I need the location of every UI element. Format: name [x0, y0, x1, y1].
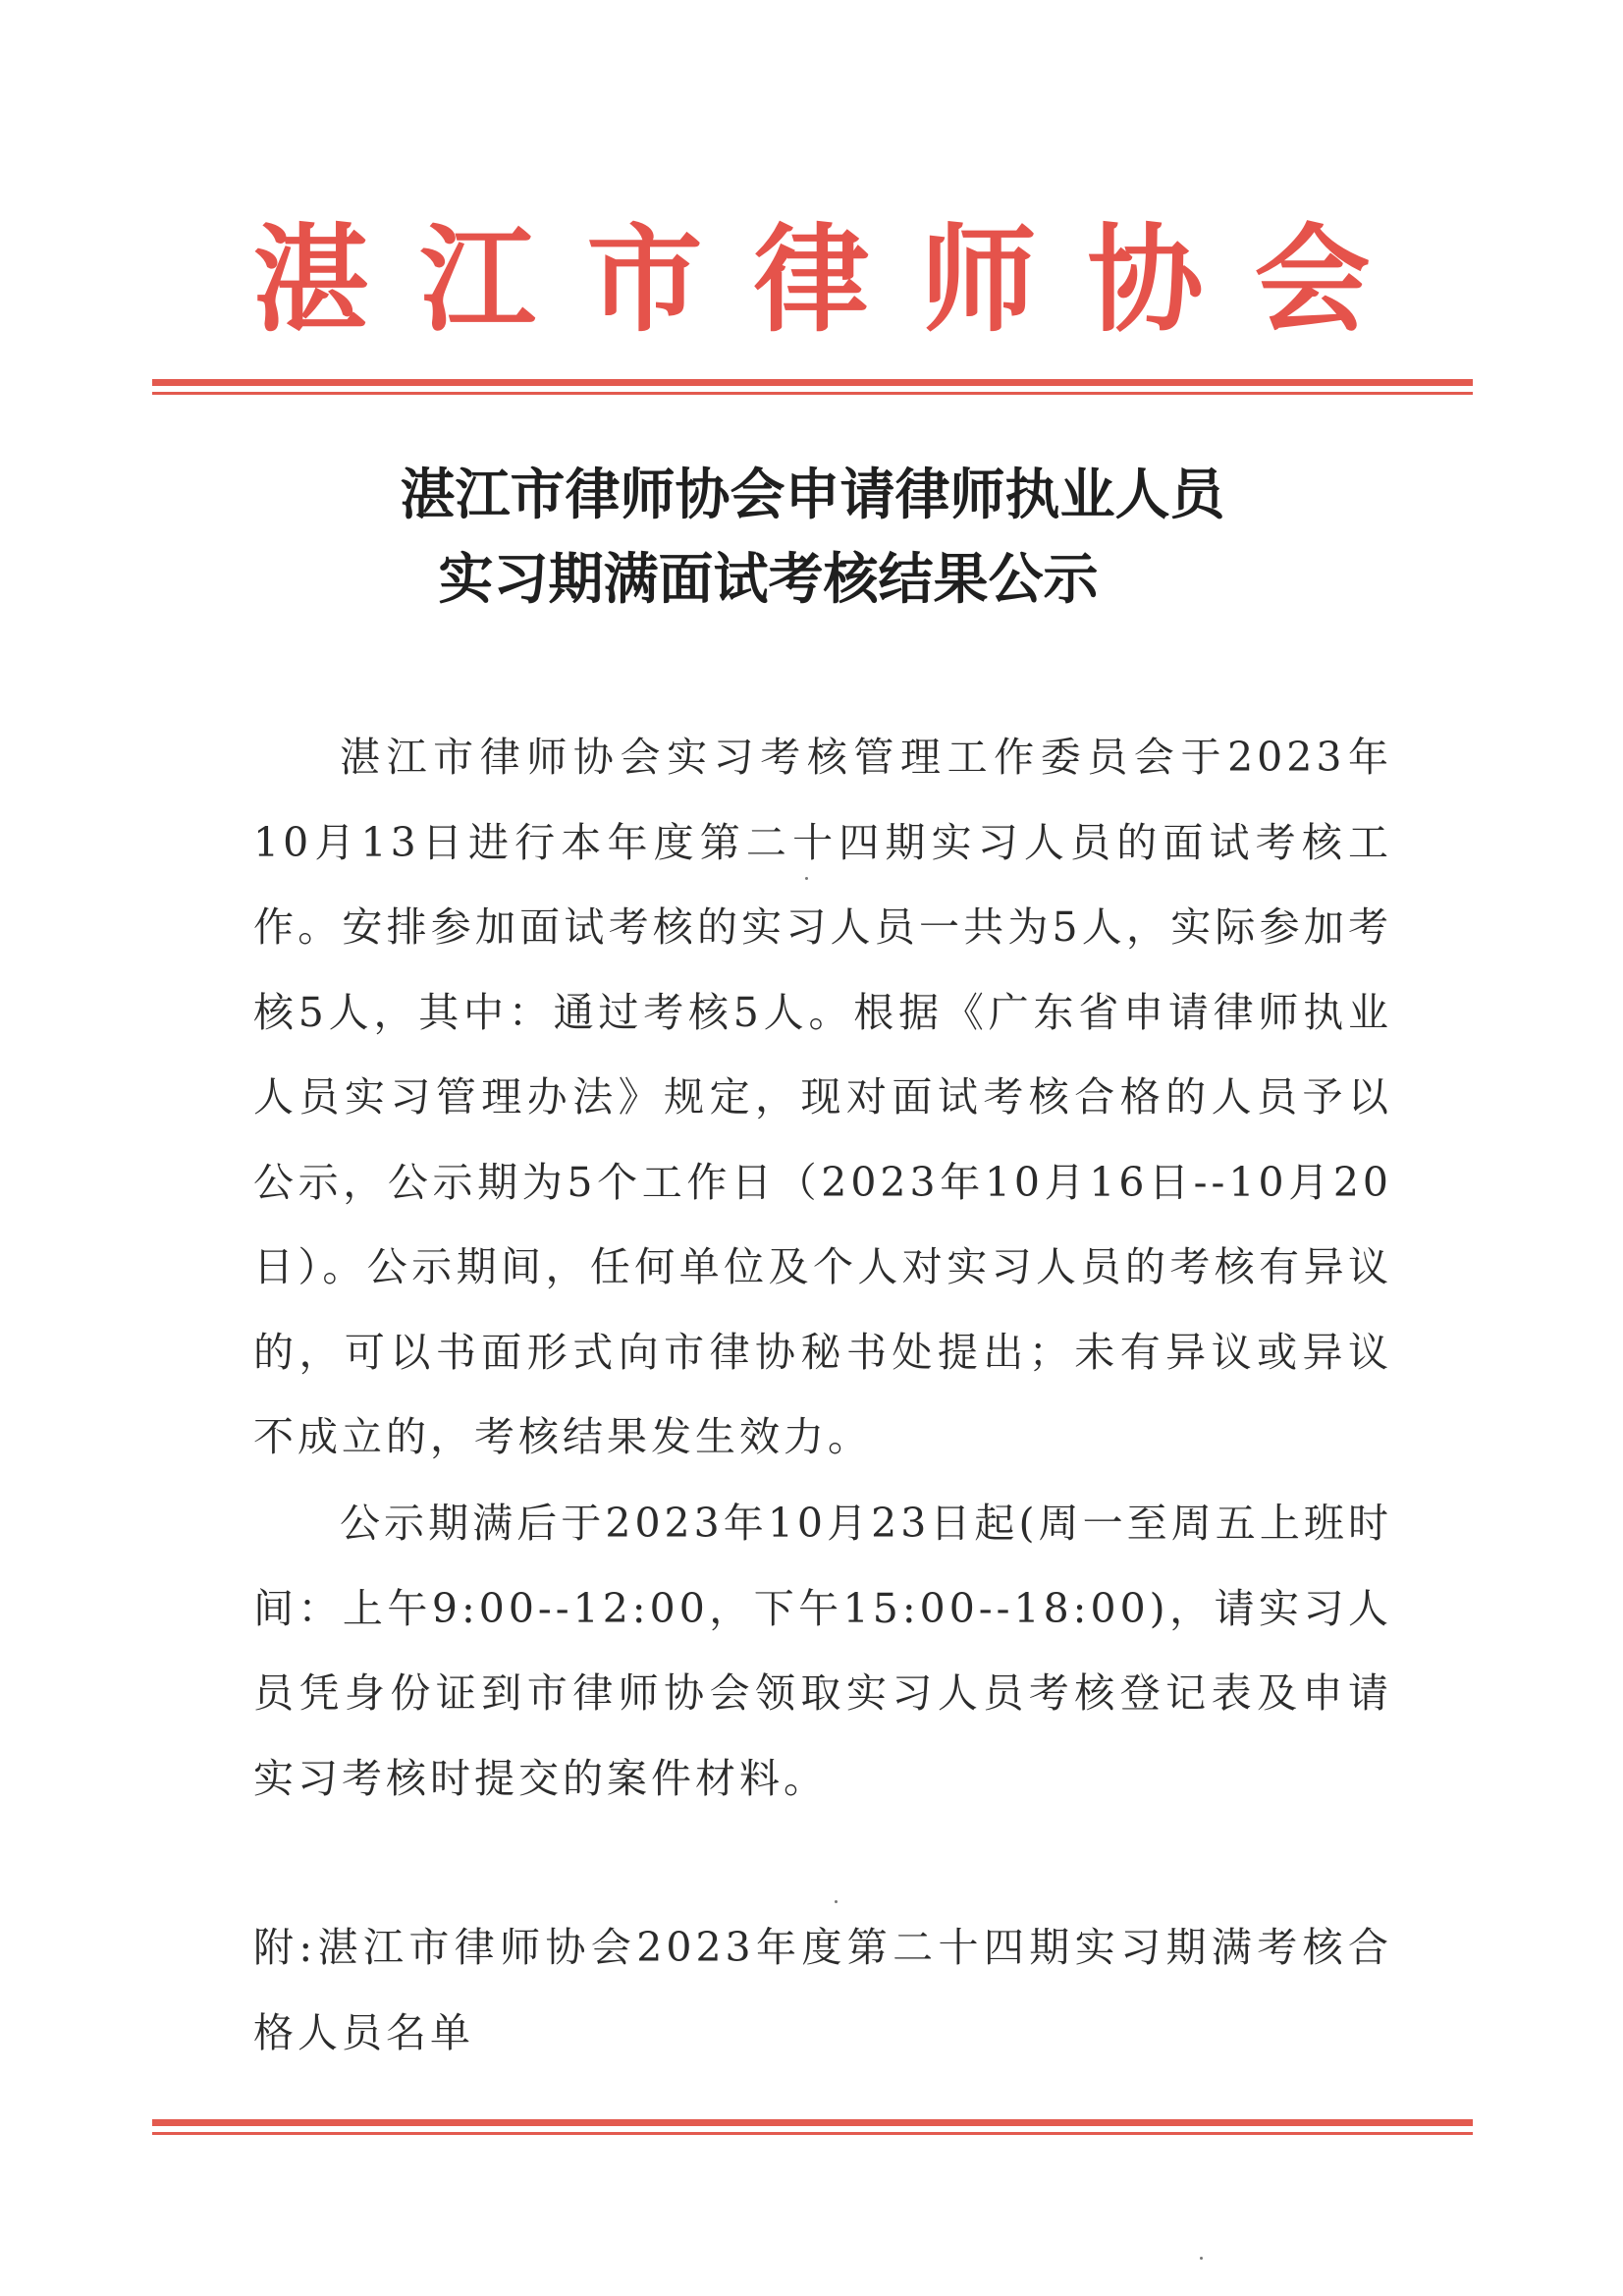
- rule-thin-line: [152, 392, 1473, 395]
- footer-red-rule: [152, 2119, 1473, 2135]
- paragraph-2-text: 公示期满后于2023年10月23日起(周一至周五上班时间：上午9:00--12:00，下午15:00--18:00)，请实习人员凭身份证到市律师协会领取实习人员考核登记表及申请实习考核时提交的案件材料。: [253, 1500, 1392, 1802]
- letterhead-org-name: 湛江市律师协会: [252, 212, 1422, 348]
- body-paragraph-2: [253, 1481, 1392, 1821]
- title-line-1: 湛江市律师协会申请律师执业人员: [400, 464, 1225, 527]
- body-paragraph-1: [253, 715, 1392, 1480]
- rule-thick-line: [152, 379, 1473, 386]
- title-line-2: 实习期满面试考核结果公示: [438, 548, 1099, 612]
- paragraph-1-text: 湛江市律师协会实习考核管理工作委员会于2023年10月13日进行本年度第二十四期实习人员的面试考核工作。安排参加面试考核的实习人员一共为5人，实际参加考核5人，其中：通过考核5人。根据《广东省申请律师执业人员实习管理办法》规定，现对面试考核合格的人员予以公示，公示期为5个工作日（2023年10月16日--10月20日）。公示期间，任何单位及个人对实习人员的考核有异议的，可以书面形式向市律协秘书处提出；未有异议或异议不成立的，考核结果发生效力。: [253, 734, 1392, 1460]
- scan-speck: [835, 1900, 838, 1903]
- rule-thick-line: [152, 2119, 1473, 2126]
- appendix-note: 附:湛江市律师协会2023年度第二十四期实习期满考核合格人员名单: [253, 1924, 1392, 2056]
- scan-speck: [805, 877, 808, 880]
- scan-speck: [1200, 2257, 1203, 2260]
- document-title: [152, 454, 1473, 623]
- letterhead-red-rule: [152, 379, 1473, 395]
- rule-thin-line: [152, 2132, 1473, 2135]
